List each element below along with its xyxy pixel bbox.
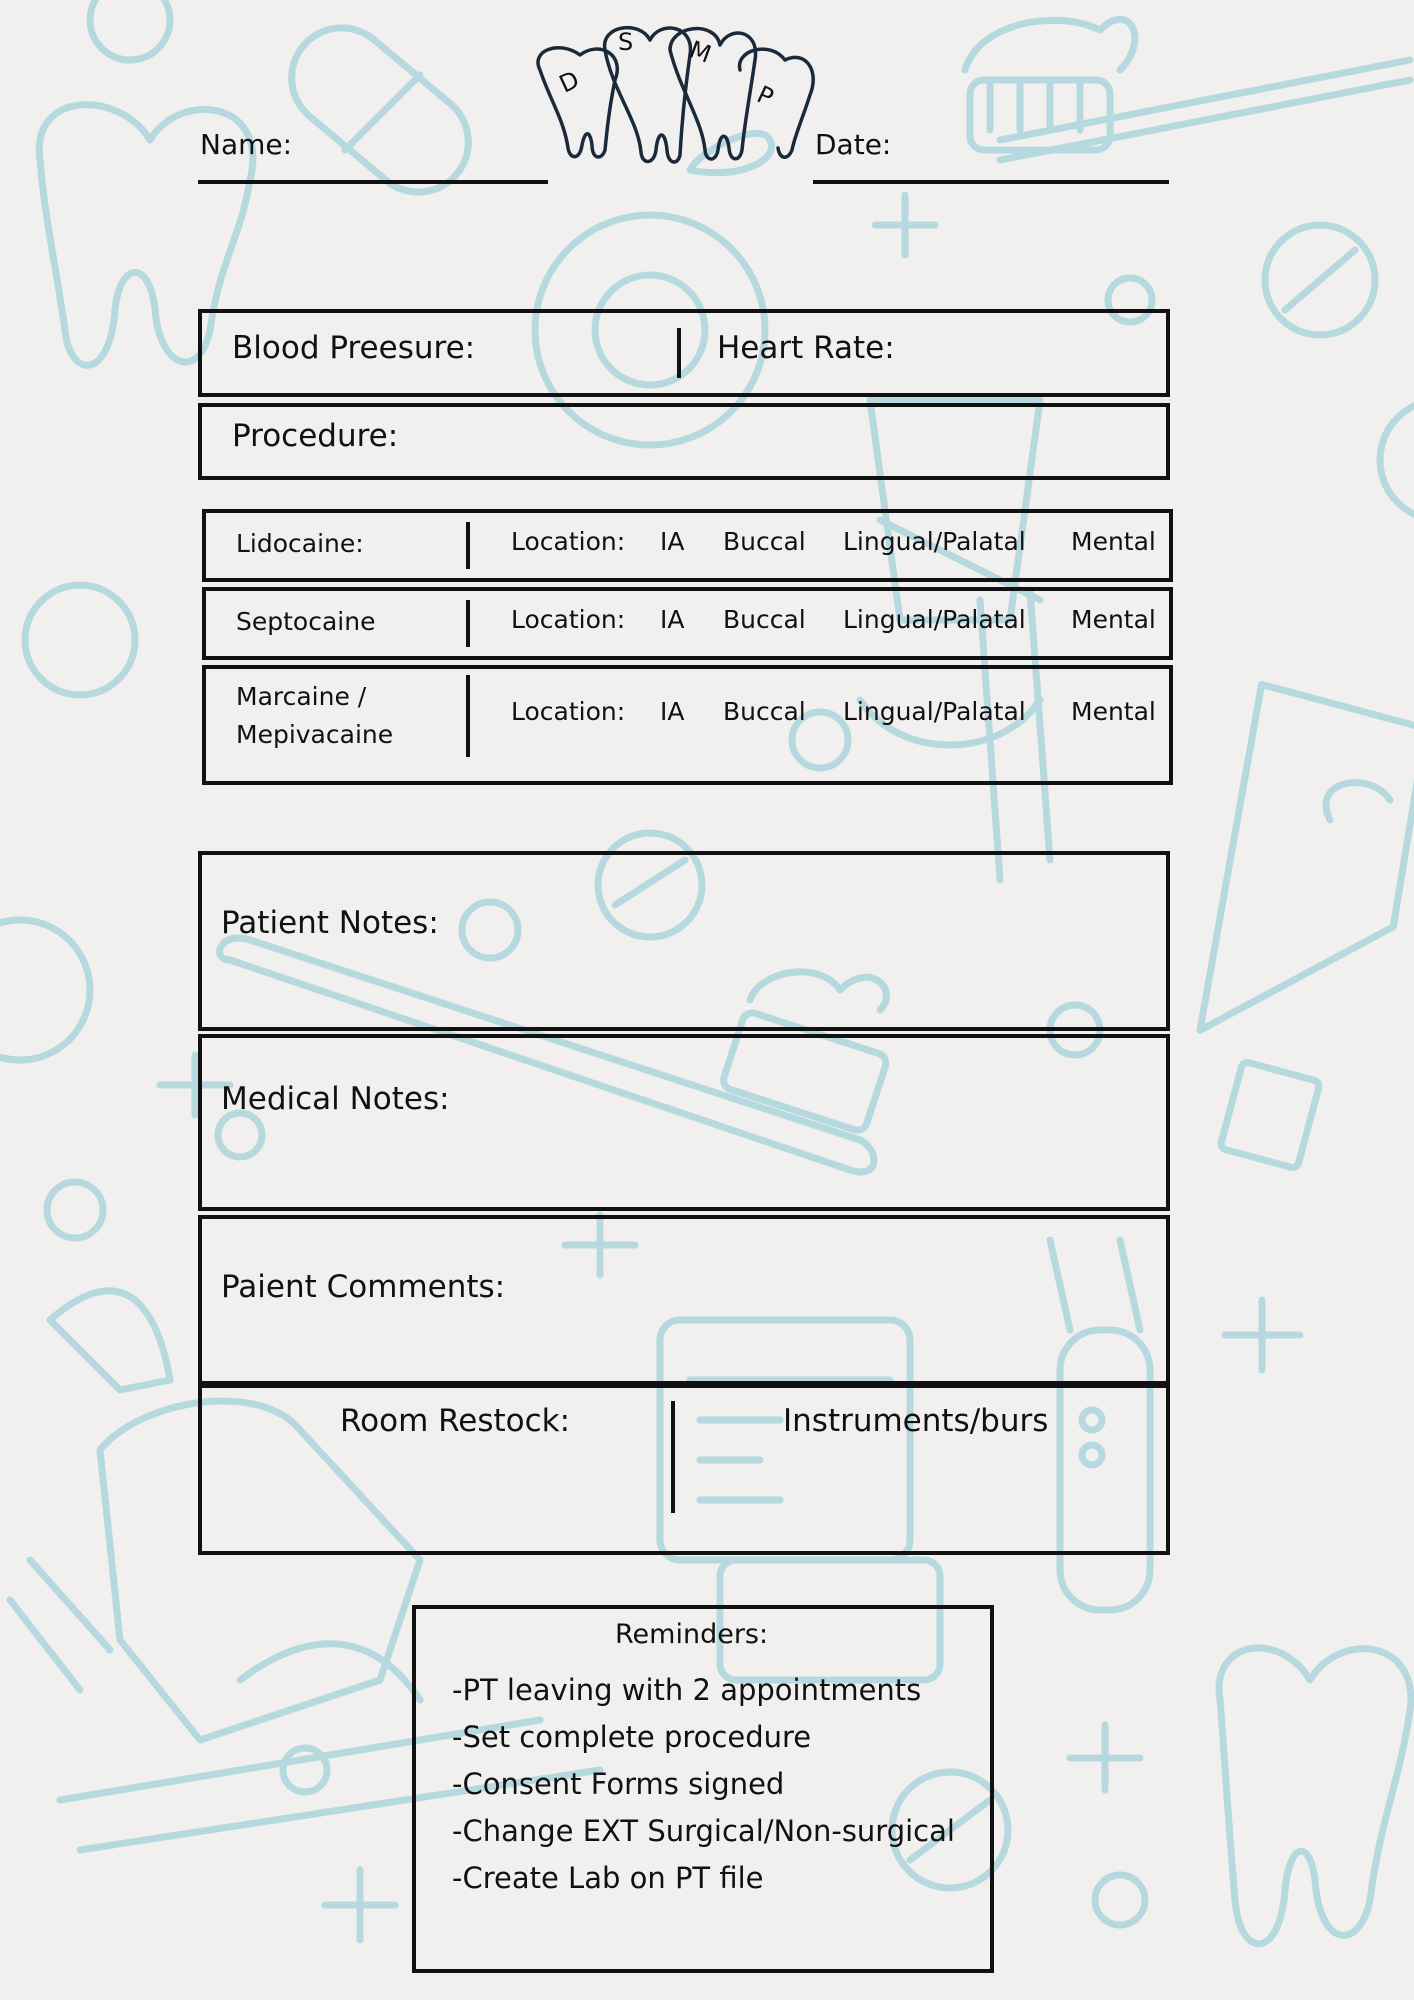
patient-comments-label: Paient Comments: bbox=[221, 1269, 506, 1305]
patient-notes-box[interactable] bbox=[198, 851, 1170, 1031]
vitals-divider bbox=[677, 328, 681, 378]
anesthetic-divider bbox=[466, 675, 470, 757]
date-field-line[interactable] bbox=[813, 180, 1169, 184]
location-option-mental[interactable]: Mental bbox=[1071, 527, 1156, 556]
heart-rate-label: Heart Rate: bbox=[717, 330, 895, 366]
logo-letter-s: S bbox=[618, 28, 634, 56]
location-option-buccal[interactable]: Buccal bbox=[723, 605, 806, 634]
room-restock-label: Room Restock: bbox=[340, 1403, 571, 1439]
reminder-item: -Set complete procedure bbox=[452, 1720, 812, 1754]
anesthetic-divider bbox=[466, 522, 470, 569]
reminder-item: -Change EXT Surgical/Non-surgical bbox=[452, 1814, 955, 1848]
location-option-ia[interactable]: IA bbox=[660, 605, 685, 634]
logo-letter-d: D bbox=[554, 65, 584, 99]
toothpaste-tube-icon bbox=[1171, 684, 1414, 1168]
location-option-buccal[interactable]: Buccal bbox=[723, 527, 806, 556]
location-label: Location: bbox=[511, 697, 626, 726]
blood-pressure-label: Blood Preesure: bbox=[232, 330, 476, 366]
logo-letter-p: P bbox=[752, 80, 778, 112]
name-field-line[interactable] bbox=[198, 180, 548, 184]
location-option-buccal[interactable]: Buccal bbox=[723, 697, 806, 726]
date-label: Date: bbox=[815, 128, 892, 161]
tooth-icon bbox=[1219, 1648, 1411, 1944]
reminder-item: -Consent Forms signed bbox=[452, 1767, 785, 1801]
anesthetic-name: Septocaine bbox=[236, 607, 376, 636]
toothbrush-icon bbox=[965, 19, 1410, 160]
logo-letter-m: M bbox=[685, 35, 715, 69]
medical-notes-label: Medical Notes: bbox=[221, 1081, 450, 1117]
location-option-ia[interactable]: IA bbox=[660, 697, 685, 726]
anesthetic-name-line1: Marcaine / bbox=[236, 682, 367, 711]
reminder-item: -Create Lab on PT file bbox=[452, 1861, 764, 1895]
restock-divider bbox=[671, 1401, 675, 1513]
dsmp-logo bbox=[530, 10, 820, 170]
patient-notes-label: Patient Notes: bbox=[221, 905, 439, 941]
procedure-label: Procedure: bbox=[232, 418, 399, 454]
anesthetic-name: Lidocaine: bbox=[236, 529, 364, 558]
reminder-item: -PT leaving with 2 appointments bbox=[452, 1673, 922, 1707]
location-label: Location: bbox=[511, 605, 626, 634]
instruments-burs-label: Instruments/burs bbox=[783, 1403, 1049, 1439]
dental-floss-icon bbox=[535, 133, 772, 445]
mirror-icon bbox=[50, 1291, 170, 1390]
medical-notes-box[interactable] bbox=[198, 1034, 1170, 1211]
location-option-mental[interactable]: Mental bbox=[1071, 697, 1156, 726]
anesthetic-divider bbox=[466, 600, 470, 647]
location-option-lingual-palatal[interactable]: Lingual/Palatal bbox=[843, 605, 1026, 634]
location-option-lingual-palatal[interactable]: Lingual/Palatal bbox=[843, 527, 1026, 556]
anesthetic-name-line2: Mepivacaine bbox=[236, 720, 394, 749]
pill-circle-icon bbox=[90, 0, 170, 60]
location-option-ia[interactable]: IA bbox=[660, 527, 685, 556]
name-label: Name: bbox=[200, 128, 293, 161]
location-option-lingual-palatal[interactable]: Lingual/Palatal bbox=[843, 697, 1026, 726]
reminders-title: Reminders: bbox=[615, 1619, 769, 1650]
location-label: Location: bbox=[511, 527, 626, 556]
location-option-mental[interactable]: Mental bbox=[1071, 605, 1156, 634]
